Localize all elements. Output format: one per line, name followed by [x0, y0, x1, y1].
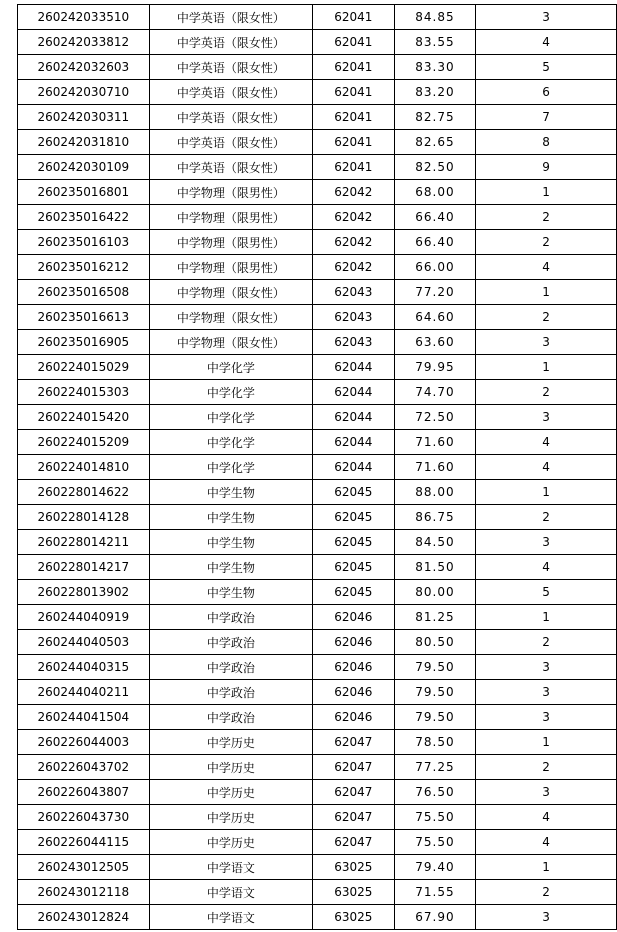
candidate-id-cell: 260242033510 [18, 5, 150, 30]
subject-cell: 中学物理（限男性） [149, 180, 312, 205]
position-code-cell: 62046 [313, 705, 395, 730]
subject-cell: 中学历史 [149, 755, 312, 780]
candidate-id-cell: 260224015303 [18, 380, 150, 405]
rank-cell: 1 [476, 730, 617, 755]
candidate-id-cell: 260228014622 [18, 480, 150, 505]
position-code-cell: 62047 [313, 830, 395, 855]
score-cell: 84.85 [394, 5, 476, 30]
score-cell: 66.00 [394, 255, 476, 280]
subject-cell: 中学物理（限男性） [149, 230, 312, 255]
score-cell: 74.70 [394, 380, 476, 405]
position-code-cell: 62047 [313, 780, 395, 805]
subject-cell: 中学化学 [149, 455, 312, 480]
subject-cell: 中学英语（限女性） [149, 105, 312, 130]
candidate-id-cell: 260226044003 [18, 730, 150, 755]
score-cell: 66.40 [394, 205, 476, 230]
subject-cell: 中学生物 [149, 580, 312, 605]
candidate-id-cell: 260242030311 [18, 105, 150, 130]
subject-cell: 中学物理（限女性） [149, 305, 312, 330]
score-cell: 80.00 [394, 580, 476, 605]
score-cell: 84.50 [394, 530, 476, 555]
subject-cell: 中学化学 [149, 405, 312, 430]
table-row [18, 505, 617, 530]
rank-cell: 4 [476, 255, 617, 280]
position-code-cell: 62046 [313, 680, 395, 705]
table-row [18, 680, 617, 705]
table-row [18, 5, 617, 30]
position-code-cell: 62045 [313, 555, 395, 580]
table-row [18, 605, 617, 630]
candidate-id-cell: 260235016212 [18, 255, 150, 280]
position-code-cell: 63025 [313, 880, 395, 905]
position-code-cell: 62043 [313, 305, 395, 330]
score-cell: 77.25 [394, 755, 476, 780]
rank-cell: 7 [476, 105, 617, 130]
position-code-cell: 62044 [313, 455, 395, 480]
subject-cell: 中学物理（限男性） [149, 205, 312, 230]
rank-cell: 1 [476, 280, 617, 305]
subject-cell: 中学化学 [149, 380, 312, 405]
score-cell: 83.20 [394, 80, 476, 105]
candidate-id-cell: 260243012118 [18, 880, 150, 905]
position-code-cell: 62045 [313, 505, 395, 530]
rank-cell: 4 [476, 830, 617, 855]
subject-cell: 中学政治 [149, 680, 312, 705]
position-code-cell: 62046 [313, 630, 395, 655]
table-row [18, 355, 617, 380]
score-cell: 83.55 [394, 30, 476, 55]
table-row [18, 530, 617, 555]
score-cell: 82.50 [394, 155, 476, 180]
table-row [18, 405, 617, 430]
candidate-id-cell: 260243012505 [18, 855, 150, 880]
rank-cell: 2 [476, 305, 617, 330]
subject-cell: 中学化学 [149, 355, 312, 380]
candidate-id-cell: 260242032603 [18, 55, 150, 80]
table-row [18, 455, 617, 480]
table-row [18, 730, 617, 755]
candidate-id-cell: 260244040211 [18, 680, 150, 705]
subject-cell: 中学历史 [149, 805, 312, 830]
score-cell: 79.50 [394, 680, 476, 705]
rank-cell: 1 [476, 605, 617, 630]
score-cell: 66.40 [394, 230, 476, 255]
position-code-cell: 62045 [313, 480, 395, 505]
rank-cell: 1 [476, 480, 617, 505]
score-cell: 79.50 [394, 655, 476, 680]
candidate-id-cell: 260226043807 [18, 780, 150, 805]
subject-cell: 中学政治 [149, 630, 312, 655]
position-code-cell: 62042 [313, 180, 395, 205]
rank-cell: 3 [476, 5, 617, 30]
candidate-id-cell: 260244040503 [18, 630, 150, 655]
score-cell: 72.50 [394, 405, 476, 430]
position-code-cell: 62047 [313, 730, 395, 755]
table-row [18, 180, 617, 205]
table-row [18, 905, 617, 930]
subject-cell: 中学生物 [149, 480, 312, 505]
position-code-cell: 62041 [313, 155, 395, 180]
subject-cell: 中学政治 [149, 655, 312, 680]
position-code-cell: 62043 [313, 330, 395, 355]
rank-cell: 4 [476, 555, 617, 580]
position-code-cell: 62044 [313, 380, 395, 405]
candidate-id-cell: 260228014217 [18, 555, 150, 580]
score-cell: 68.00 [394, 180, 476, 205]
table-row [18, 330, 617, 355]
rank-cell: 2 [476, 755, 617, 780]
table-row [18, 830, 617, 855]
rank-cell: 8 [476, 130, 617, 155]
table-row [18, 880, 617, 905]
candidate-id-cell: 260224015029 [18, 355, 150, 380]
rank-cell: 3 [476, 655, 617, 680]
rank-cell: 3 [476, 705, 617, 730]
candidate-id-cell: 260244040315 [18, 655, 150, 680]
candidate-id-cell: 260226044115 [18, 830, 150, 855]
candidate-id-cell: 260235016103 [18, 230, 150, 255]
subject-cell: 中学化学 [149, 430, 312, 455]
score-cell: 88.00 [394, 480, 476, 505]
subject-cell: 中学政治 [149, 605, 312, 630]
candidate-id-cell: 260235016905 [18, 330, 150, 355]
table-row [18, 30, 617, 55]
candidate-id-cell: 260235016422 [18, 205, 150, 230]
position-code-cell: 62045 [313, 530, 395, 555]
score-cell: 81.50 [394, 555, 476, 580]
rank-cell: 1 [476, 355, 617, 380]
score-cell: 86.75 [394, 505, 476, 530]
candidate-id-cell: 260243012824 [18, 905, 150, 930]
candidate-id-cell: 260235016801 [18, 180, 150, 205]
rank-cell: 1 [476, 855, 617, 880]
table-row [18, 230, 617, 255]
candidate-id-cell: 260242030710 [18, 80, 150, 105]
score-cell: 71.60 [394, 430, 476, 455]
position-code-cell: 62041 [313, 5, 395, 30]
candidate-id-cell: 260244041504 [18, 705, 150, 730]
score-cell: 67.90 [394, 905, 476, 930]
table-row [18, 580, 617, 605]
candidate-id-cell: 260226043730 [18, 805, 150, 830]
subject-cell: 中学语文 [149, 880, 312, 905]
rank-cell: 3 [476, 680, 617, 705]
score-cell: 79.50 [394, 705, 476, 730]
table-row [18, 705, 617, 730]
candidate-id-cell: 260242030109 [18, 155, 150, 180]
candidate-id-cell: 260242031810 [18, 130, 150, 155]
position-code-cell: 62042 [313, 205, 395, 230]
rank-cell: 3 [476, 905, 617, 930]
table-row [18, 805, 617, 830]
table-row [18, 80, 617, 105]
position-code-cell: 62041 [313, 80, 395, 105]
results-table [17, 4, 617, 930]
score-cell: 75.50 [394, 830, 476, 855]
table-row [18, 630, 617, 655]
table-row [18, 855, 617, 880]
table-row [18, 205, 617, 230]
candidate-id-cell: 260228014128 [18, 505, 150, 530]
subject-cell: 中学英语（限女性） [149, 5, 312, 30]
score-cell: 82.75 [394, 105, 476, 130]
score-cell: 75.50 [394, 805, 476, 830]
score-cell: 83.30 [394, 55, 476, 80]
subject-cell: 中学历史 [149, 780, 312, 805]
score-cell: 80.50 [394, 630, 476, 655]
subject-cell: 中学物理（限女性） [149, 330, 312, 355]
subject-cell: 中学物理（限女性） [149, 280, 312, 305]
rank-cell: 4 [476, 805, 617, 830]
table-row [18, 155, 617, 180]
table-row [18, 105, 617, 130]
rank-cell: 9 [476, 155, 617, 180]
position-code-cell: 62041 [313, 30, 395, 55]
position-code-cell: 62042 [313, 255, 395, 280]
score-cell: 63.60 [394, 330, 476, 355]
subject-cell: 中学英语（限女性） [149, 55, 312, 80]
rank-cell: 2 [476, 880, 617, 905]
position-code-cell: 63025 [313, 905, 395, 930]
position-code-cell: 62044 [313, 430, 395, 455]
position-code-cell: 62047 [313, 805, 395, 830]
position-code-cell: 62041 [313, 105, 395, 130]
table-row [18, 780, 617, 805]
candidate-id-cell: 260244040919 [18, 605, 150, 630]
position-code-cell: 62044 [313, 405, 395, 430]
position-code-cell: 62041 [313, 55, 395, 80]
position-code-cell: 62047 [313, 755, 395, 780]
score-cell: 77.20 [394, 280, 476, 305]
rank-cell: 2 [476, 205, 617, 230]
score-cell: 81.25 [394, 605, 476, 630]
candidate-id-cell: 260224015420 [18, 405, 150, 430]
position-code-cell: 62046 [313, 605, 395, 630]
table-row [18, 255, 617, 280]
candidate-id-cell: 260235016613 [18, 305, 150, 330]
subject-cell: 中学历史 [149, 830, 312, 855]
table-row [18, 755, 617, 780]
rank-cell: 3 [476, 530, 617, 555]
results-table-body [18, 5, 617, 930]
subject-cell: 中学物理（限男性） [149, 255, 312, 280]
candidate-id-cell: 260224015209 [18, 430, 150, 455]
table-row [18, 380, 617, 405]
position-code-cell: 62041 [313, 130, 395, 155]
rank-cell: 5 [476, 55, 617, 80]
candidate-id-cell: 260226043702 [18, 755, 150, 780]
position-code-cell: 62046 [313, 655, 395, 680]
subject-cell: 中学英语（限女性） [149, 80, 312, 105]
candidate-id-cell: 260235016508 [18, 280, 150, 305]
table-row [18, 480, 617, 505]
subject-cell: 中学英语（限女性） [149, 130, 312, 155]
subject-cell: 中学语文 [149, 855, 312, 880]
rank-cell: 3 [476, 330, 617, 355]
subject-cell: 中学生物 [149, 505, 312, 530]
position-code-cell: 62042 [313, 230, 395, 255]
score-cell: 71.60 [394, 455, 476, 480]
position-code-cell: 62043 [313, 280, 395, 305]
rank-cell: 3 [476, 405, 617, 430]
rank-cell: 4 [476, 430, 617, 455]
table-row [18, 55, 617, 80]
rank-cell: 3 [476, 780, 617, 805]
table-row [18, 430, 617, 455]
rank-cell: 1 [476, 180, 617, 205]
table-row [18, 555, 617, 580]
position-code-cell: 62044 [313, 355, 395, 380]
position-code-cell: 62045 [313, 580, 395, 605]
table-row [18, 130, 617, 155]
candidate-id-cell: 260224014810 [18, 455, 150, 480]
table-row [18, 655, 617, 680]
rank-cell: 6 [476, 80, 617, 105]
rank-cell: 2 [476, 630, 617, 655]
subject-cell: 中学语文 [149, 905, 312, 930]
subject-cell: 中学英语（限女性） [149, 155, 312, 180]
score-cell: 78.50 [394, 730, 476, 755]
rank-cell: 4 [476, 455, 617, 480]
rank-cell: 4 [476, 30, 617, 55]
subject-cell: 中学生物 [149, 555, 312, 580]
subject-cell: 中学历史 [149, 730, 312, 755]
rank-cell: 2 [476, 230, 617, 255]
candidate-id-cell: 260228014211 [18, 530, 150, 555]
score-cell: 64.60 [394, 305, 476, 330]
rank-cell: 2 [476, 380, 617, 405]
rank-cell: 5 [476, 580, 617, 605]
subject-cell: 中学政治 [149, 705, 312, 730]
candidate-id-cell: 260228013902 [18, 580, 150, 605]
score-cell: 79.40 [394, 855, 476, 880]
subject-cell: 中学英语（限女性） [149, 30, 312, 55]
position-code-cell: 63025 [313, 855, 395, 880]
table-row [18, 280, 617, 305]
candidate-id-cell: 260242033812 [18, 30, 150, 55]
score-cell: 71.55 [394, 880, 476, 905]
score-cell: 79.95 [394, 355, 476, 380]
table-row [18, 305, 617, 330]
score-cell: 82.65 [394, 130, 476, 155]
score-cell: 76.50 [394, 780, 476, 805]
subject-cell: 中学生物 [149, 530, 312, 555]
rank-cell: 2 [476, 505, 617, 530]
